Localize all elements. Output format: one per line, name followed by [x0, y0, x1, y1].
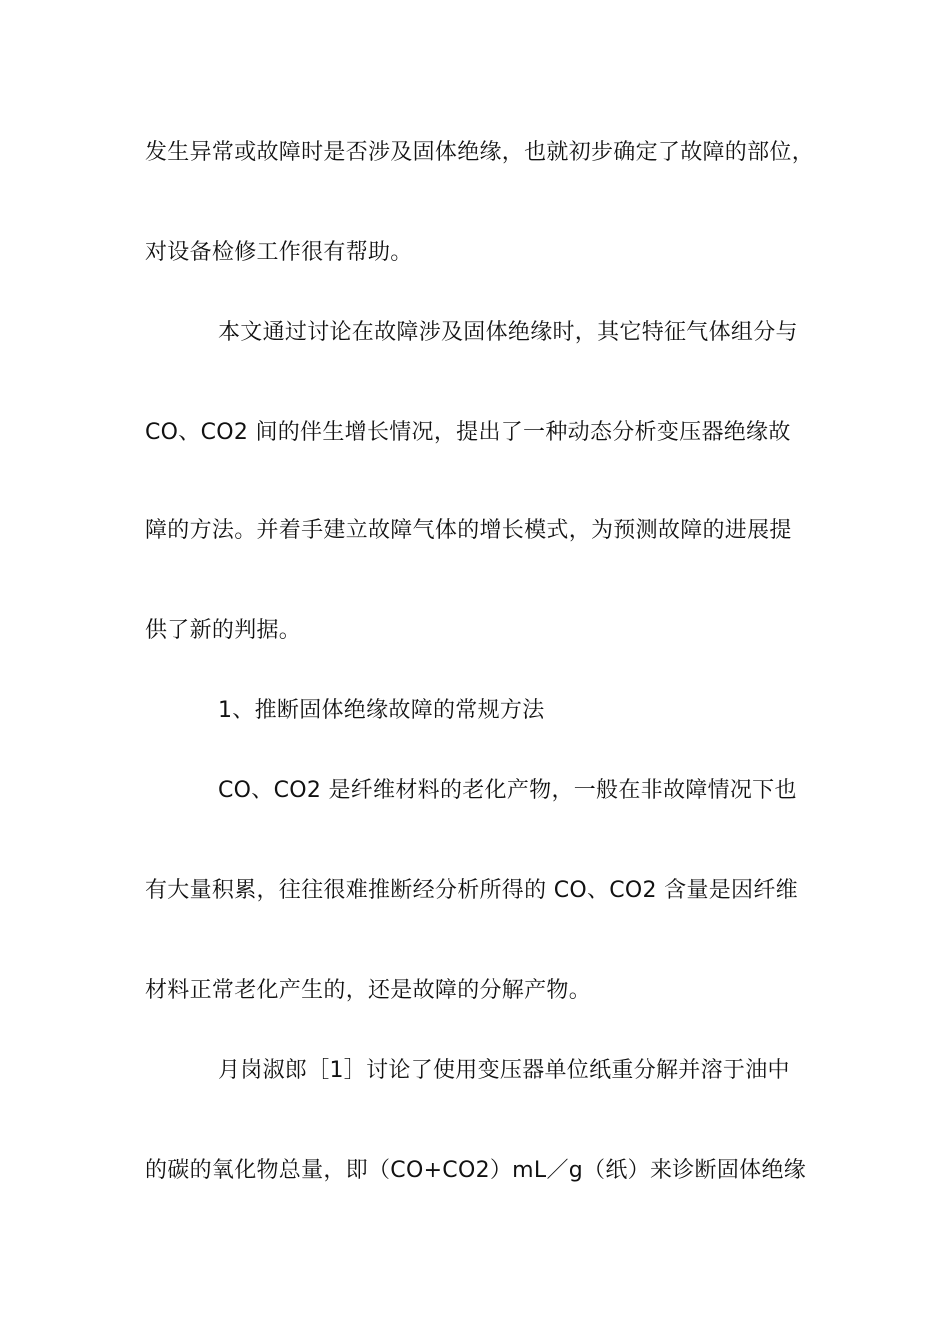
- text-line: 的碳的氧化物总量，即（CO+CO2）mL／g（纸）来诊断固体绝缘: [145, 1158, 807, 1183]
- section-heading: 1、推断固体绝缘故障的常规方法: [218, 698, 545, 723]
- paragraph-start-line: CO、CO2 是纤维材料的老化产物，一般在非故障情况下也: [218, 778, 797, 803]
- text-line: 障的方法。并着手建立故障气体的增长模式，为预测故障的进展提: [145, 518, 792, 543]
- text-line: 有大量积累，往往很难推断经分析所得的 CO、CO2 含量是因纤维: [145, 878, 798, 903]
- text-line: 材料正常老化产生的，还是故障的分解产物。: [145, 978, 592, 1003]
- text-line: CO、CO2 间的伴生增长情况，提出了一种动态分析变压器绝缘故: [145, 420, 791, 445]
- text-line: 发生异常或故障时是否涉及固体绝缘，也就初步确定了故障的部位，: [145, 140, 815, 165]
- paragraph-start-line: 本文通过讨论在故障涉及固体绝缘时，其它特征气体组分与: [218, 320, 798, 345]
- text-line: 对设备检修工作很有帮助。: [145, 240, 413, 265]
- text-line: 供了新的判据。: [145, 618, 302, 643]
- paragraph-start-line: 月岗淑郎［1］讨论了使用变压器单位纸重分解并溶于油中: [218, 1058, 790, 1083]
